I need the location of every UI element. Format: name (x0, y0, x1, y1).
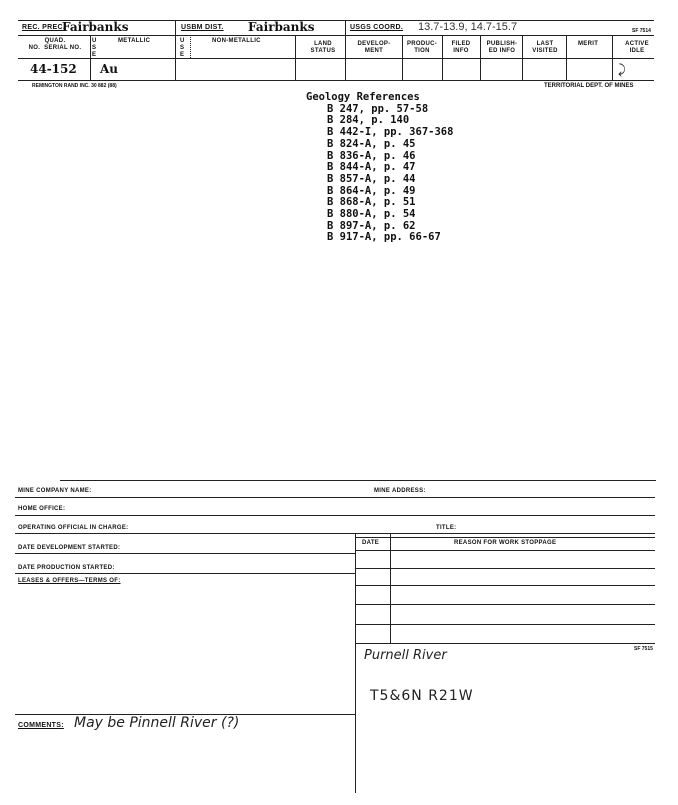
divider (355, 550, 655, 551)
rec-prec-value: Fairbanks (62, 20, 129, 34)
reference-item: B 442-I, pp. 367-368 (327, 126, 454, 139)
geology-references (306, 92, 453, 244)
idle-check-mark: ⤸ (618, 62, 626, 77)
reference-item: B 284, p. 140 (327, 114, 410, 127)
reference-item: B 844-A, p. 47 (327, 161, 416, 174)
divider (355, 585, 655, 586)
usbm-dist-value: Fairbanks (248, 20, 315, 34)
divider (355, 533, 356, 793)
township-note: T5&6N R21W (370, 688, 474, 704)
home-office-label: HOME OFFICE: (18, 506, 66, 512)
rec-prec-label: REC. PREC. (22, 24, 66, 31)
land-status-label: LAND STATUS (310, 41, 336, 54)
reference-item: B 836-A, p. 46 (327, 149, 416, 162)
divider (345, 20, 346, 80)
reference-item: B 917-A, pp. 66-67 (327, 231, 441, 244)
reference-item: B 247, pp. 57-58 (327, 102, 429, 115)
department-label: TERRITORIAL DEPT. OF MINES (544, 83, 634, 89)
development-label: DEVELOP-MENT (357, 41, 391, 54)
divider (15, 553, 355, 554)
quad-serial-value: 44-152 (30, 62, 77, 76)
reference-item: B 897-A, p. 62 (327, 219, 416, 232)
metallic-value: Au (100, 62, 119, 76)
header-row-rule (18, 58, 654, 59)
divider (175, 20, 176, 80)
reference-item: B 824-A, p. 45 (327, 137, 416, 150)
comments-label: COMMENTS: (18, 722, 64, 729)
use-code-label-2: U S E (180, 38, 185, 58)
date-column-label: DATE (362, 540, 380, 546)
divider (355, 604, 655, 605)
divider (355, 568, 655, 569)
quad-serial-label (24, 38, 86, 52)
divider (612, 35, 613, 80)
header-bottom-rule (18, 80, 654, 81)
divider (15, 497, 655, 498)
divider (90, 35, 91, 80)
reference-item: B 864-A, p. 49 (327, 184, 416, 197)
divider (295, 35, 296, 80)
printer-line: REMINGTON RAND INC. 30 882 (88) (32, 83, 117, 89)
operating-official-label: OPERATING OFFICIAL IN CHARGE: (18, 525, 129, 531)
published-info-label: PUBLISH-ED INFO (486, 41, 518, 54)
form-number-top: SF 7514 (632, 28, 651, 34)
divider (190, 35, 191, 58)
reference-item: B 868-A, p. 51 (327, 196, 416, 209)
last-visited-label: LAST VISITED (532, 41, 558, 54)
filed-info-label: FILED INFO (451, 41, 471, 54)
divider (355, 537, 655, 538)
divider (522, 35, 523, 80)
river-note: Purnell River (364, 648, 447, 663)
usbm-dist-label: USBM DIST. (181, 24, 224, 31)
usgs-coord-label: USGS COORD. (350, 24, 404, 31)
mine-company-label: MINE COMPANY NAME: (18, 488, 92, 494)
use-code-label: U S E (92, 38, 97, 58)
comments-value: May be Pinnell River (?) (74, 715, 240, 731)
divider (15, 515, 655, 516)
divider (480, 35, 481, 80)
merit-label: MERIT (578, 41, 599, 47)
geology-title: Geology References (306, 91, 420, 103)
metallic-label: METALLIC (118, 38, 151, 44)
reference-item: B 857-A, p. 44 (327, 172, 416, 185)
production-label: PRODUC-TION (406, 41, 438, 54)
divider (442, 35, 443, 80)
mine-address-label: MINE ADDRESS: (374, 488, 426, 494)
usgs-coord-value: 13.7-13.9, 14.7-15.7 (418, 21, 518, 33)
divider (15, 533, 655, 534)
divider (355, 643, 655, 644)
non-metallic-label: NON-METALLIC (212, 38, 261, 44)
active-idle-label: ACTIVE IDLE (625, 41, 649, 54)
leases-label: LEASES & OFFERS—TERMS OF: (18, 578, 121, 584)
divider (355, 624, 655, 625)
serial-label: SERIAL NO. (44, 45, 82, 51)
date-development-label: DATE DEVELOPMENT STARTED: (18, 545, 121, 551)
lower-top-rule (60, 480, 656, 481)
divider (566, 35, 567, 80)
divider (15, 573, 355, 574)
title-label: TITLE: (436, 525, 457, 531)
date-production-label: DATE PRODUCTION STARTED: (18, 565, 115, 571)
divider (390, 533, 391, 643)
divider (402, 35, 403, 80)
header-mid-rule (18, 35, 654, 36)
reason-stoppage-label: REASON FOR WORK STOPPAGE (454, 540, 557, 546)
quad-label: QUAD. NO. (28, 38, 66, 51)
reference-item: B 880-A, p. 54 (327, 208, 416, 221)
form-number-bottom: SF 7515 (634, 646, 653, 652)
